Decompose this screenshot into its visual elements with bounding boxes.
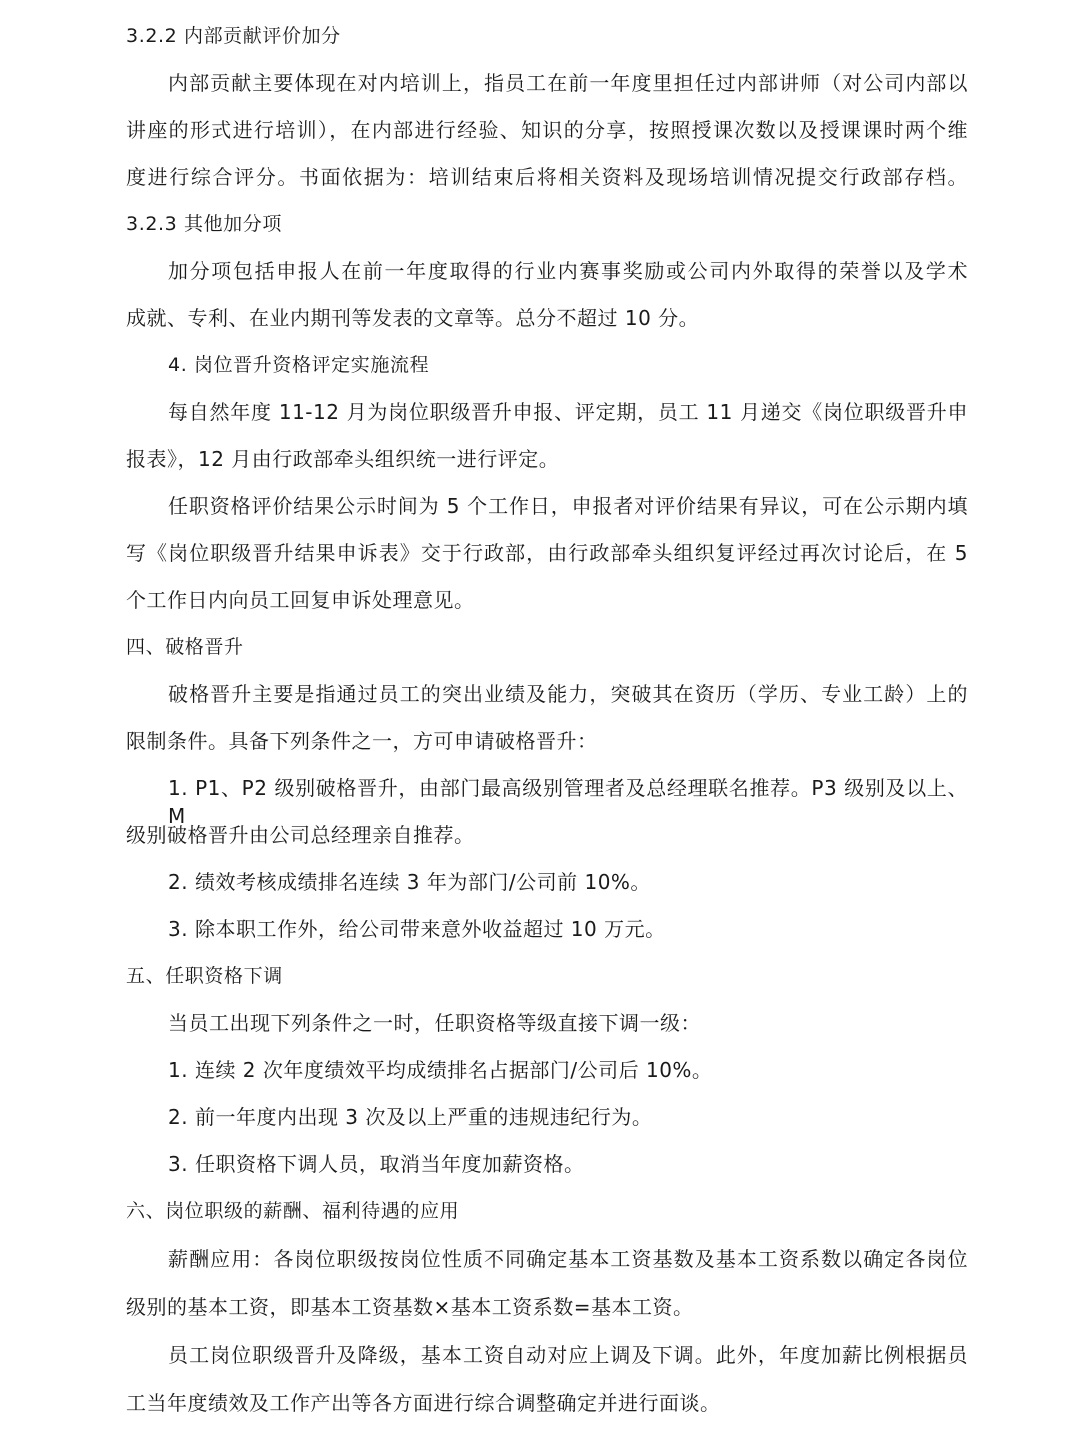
paragraph-line: 个工作日内向员工回复申诉处理意见。 [126, 588, 475, 612]
section-heading-4: 4. 岗位晋升资格评定实施流程 [168, 354, 430, 376]
paragraph-line: 度进行综合评分。书面依据为：培训结束后将相关资料及现场培训情况提交行政部存档。 [126, 165, 968, 189]
section-heading-3-2-2: 3.2.2 内部贡献评价加分 [126, 25, 341, 47]
list-item: 2. 前一年度内出现 3 次及以上严重的违规违纪行为。 [168, 1105, 653, 1129]
paragraph-line: 限制条件。具备下列条件之一，方可申请破格晋升： [126, 729, 598, 753]
paragraph-line: 任职资格评价结果公示时间为 5 个工作日，申报者对评价结果有异议，可在公示期内填 [168, 494, 968, 518]
paragraph-line: 写《岗位职级晋升结果申诉表》交于行政部，由行政部牵头组织复评经过再次讨论后，在 5 [126, 541, 968, 565]
list-item: 1. P1、P2 级别破格晋升，由部门最高级别管理者及总经理联名推荐。P3 级别及以上、M [168, 776, 968, 828]
paragraph-line: 当员工出现下列条件之一时，任职资格等级直接下调一级： [168, 1011, 701, 1035]
paragraph-line: 讲座的形式进行培训），在内部进行经验、知识的分享，按照授课次数以及授课课时两个维 [126, 118, 968, 142]
section-heading-4-cn: 四、破格晋升 [126, 636, 244, 658]
list-item: 3. 除本职工作外，给公司带来意外收益超过 10 万元。 [168, 917, 666, 941]
paragraph-line: 级别的基本工资，即基本工资基数×基本工资系数=基本工资。 [126, 1295, 694, 1319]
list-item: 2. 绩效考核成绩排名连续 3 年为部门/公司前 10%。 [168, 870, 651, 894]
paragraph-line: 员工岗位职级晋升及降级，基本工资自动对应上调及下调。此外，年度加薪比例根据员 [168, 1343, 968, 1367]
list-item: 1. 连续 2 次年度绩效平均成绩排名占据部门/公司后 10%。 [168, 1058, 713, 1082]
paragraph-line: 薪酬应用：各岗位职级按岗位性质不同确定基本工资基数及基本工资系数以确定各岗位 [168, 1247, 968, 1271]
paragraph-line: 加分项包括申报人在前一年度取得的行业内赛事奖励或公司内外取得的荣誉以及学术 [168, 259, 968, 283]
list-item: 3. 任职资格下调人员，取消当年度加薪资格。 [168, 1152, 585, 1176]
paragraph-line: 每自然年度 11-12 月为岗位职级晋升申报、评定期，员工 11 月递交《岗位职级晋升申 [168, 400, 968, 424]
paragraph-line: 报表》，12 月由行政部牵头组织统一进行评定。 [126, 447, 560, 471]
section-heading-6-cn: 六、岗位职级的薪酬、福利待遇的应用 [126, 1200, 460, 1222]
paragraph-line: 工当年度绩效及工作产出等各方面进行综合调整确定并进行面谈。 [126, 1391, 721, 1415]
paragraph-line: 内部贡献主要体现在对内培训上，指员工在前一年度里担任过内部讲师（对公司内部以 [168, 71, 968, 95]
paragraph-line: 破格晋升主要是指通过员工的突出业绩及能力，突破其在资历（学历、专业工龄）上的 [168, 682, 968, 706]
paragraph-line: 成就、专利、在业内期刊等发表的文章等。总分不超过 10 分。 [126, 306, 700, 330]
section-heading-3-2-3: 3.2.3 其他加分项 [126, 213, 282, 235]
list-item-continuation: 级别破格晋升由公司总经理亲自推荐。 [126, 823, 475, 847]
section-heading-5-cn: 五、任职资格下调 [126, 965, 283, 987]
